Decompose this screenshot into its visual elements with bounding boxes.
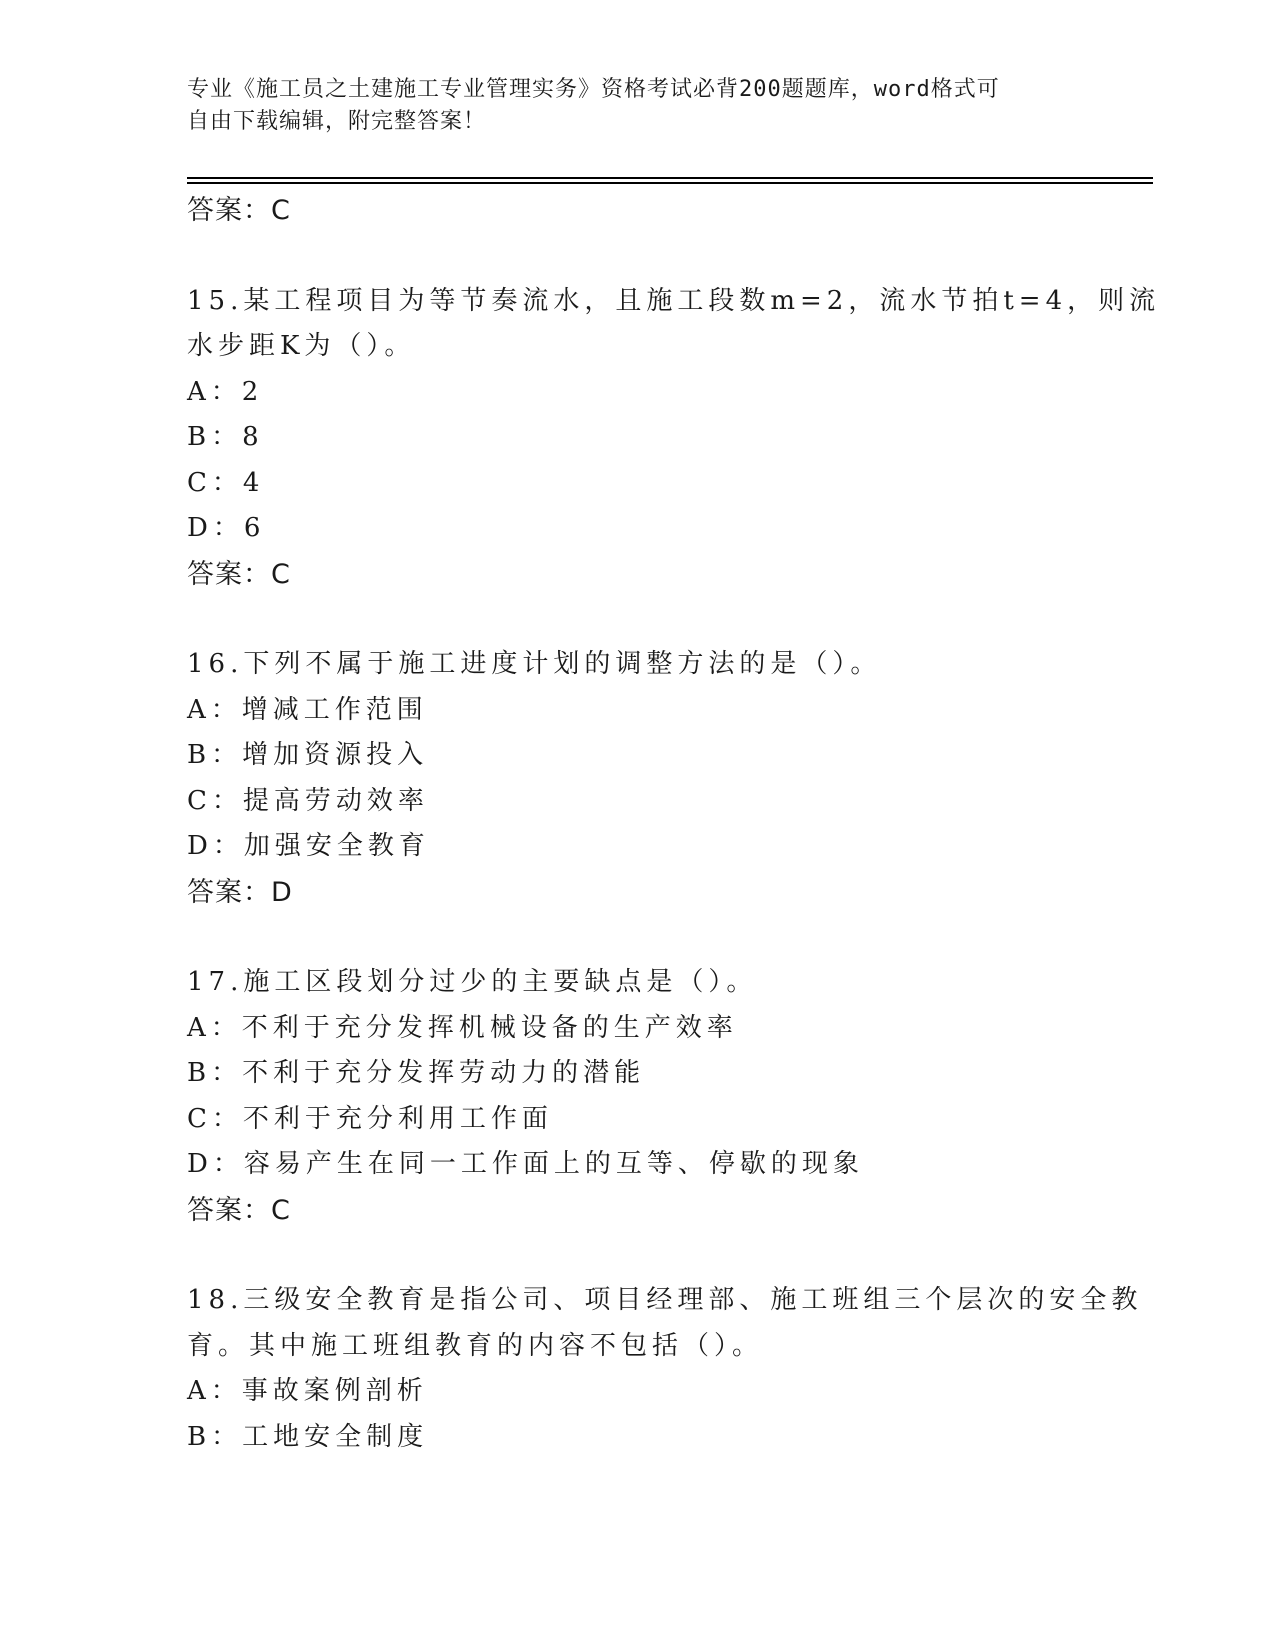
spacer	[187, 915, 1087, 960]
spacer	[187, 234, 1087, 279]
question-16	[187, 642, 1087, 915]
question-text-line: 育。其中施工班组教育的内容不包括（）。	[187, 1330, 764, 1361]
question-text-line: 水步距K为（）。	[187, 331, 416, 361]
question-text-line: 16.下列不属于施工进度计划的调整方法的是（）。	[187, 649, 882, 679]
option-a: A：不利于充分发挥机械设备的生产效率	[187, 1012, 738, 1043]
option-b: B：不利于充分发挥劳动力的潜能	[187, 1058, 646, 1088]
option-c: C：提高劳动效率	[187, 785, 429, 816]
option-c: C：4	[187, 467, 265, 498]
option-d: D：容易产生在同一工作面上的互等、停歇的现象	[187, 1149, 864, 1179]
spacer	[187, 597, 1087, 642]
question-17	[187, 960, 1087, 1233]
option-c: C：不利于充分利用工作面	[187, 1103, 553, 1134]
previous-answer: 答案：C	[187, 195, 291, 226]
question-15	[187, 279, 1161, 598]
answer: 答案：C	[187, 558, 291, 590]
question-list	[187, 188, 1161, 1460]
page-header	[187, 74, 1067, 138]
option-a: A：增减工作范围	[187, 694, 428, 725]
option-b: B：增加资源投入	[187, 740, 429, 770]
question-18	[187, 1278, 1143, 1460]
question-text-line: 17.施工区段划分过少的主要缺点是（）。	[187, 967, 758, 997]
option-b: B：工地安全制度	[187, 1421, 429, 1452]
question-text-line: 18.三级安全教育是指公司、项目经理部、施工班组三个层次的安全教	[187, 1285, 1143, 1315]
header-rule-top	[187, 177, 1153, 179]
header-line-2: 自由下载编辑，附完整答案！	[187, 109, 487, 134]
option-d: D：6	[187, 513, 266, 543]
header-rule-bottom	[187, 182, 1153, 184]
answer: 答案：C	[187, 1194, 291, 1226]
question-text-line: 15.某工程项目为等节奏流水，且施工段数m=2，流水节拍t=4，则流	[187, 285, 1161, 316]
spacer	[187, 1233, 1087, 1278]
option-a: A：事故案例剖析	[187, 1376, 428, 1406]
header-line-1: 专业《施工员之土建施工专业管理实务》资格考试必背200题题库，word格式可	[187, 77, 1000, 102]
answer: 答案：D	[187, 876, 293, 908]
option-d: D：加强安全教育	[187, 831, 430, 861]
option-a: A：2	[187, 376, 264, 407]
option-b: B：8	[187, 422, 264, 452]
